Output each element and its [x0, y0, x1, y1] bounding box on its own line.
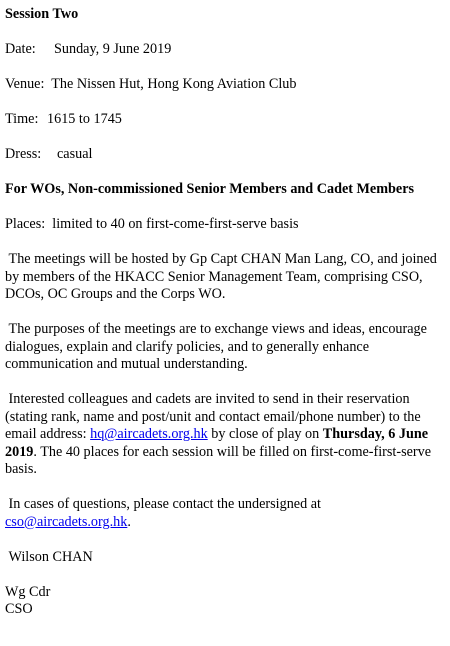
signature-name: Wilson CHAN — [8, 548, 93, 565]
date-line — [5, 41, 443, 59]
time-line — [5, 111, 443, 129]
places-line — [5, 216, 443, 234]
time-label: Time: — [5, 111, 39, 127]
places-label: Places: — [5, 216, 46, 232]
purpose-paragraph: The purposes of the meetings are to exchange views and ideas, encourage dialogues, explain and clarify policies, and to generally enhance communication and mutual understanding. — [5, 321, 427, 372]
venue-value: The Nissen Hut, Hong Kong Aviation Club — [51, 76, 297, 92]
time-value: 1615 to 1745 — [47, 111, 122, 127]
date-label: Date: — [5, 41, 36, 57]
signature-post: CSO — [5, 601, 33, 617]
session-title: Session Two — [5, 6, 79, 22]
signature-rank: Wg Cdr — [5, 583, 51, 600]
dress-line — [5, 146, 443, 164]
deadline-date: Thursday, 6 June 2019 — [5, 426, 429, 460]
venue-line — [5, 76, 443, 94]
places-value: limited to 40 on first-come-first-serve basis — [52, 216, 299, 232]
hq-email-link[interactable]: hq@aircadets.org.hk — [90, 426, 208, 442]
questions-paragraph: In cases of questions, please contact the undersigned at cso@aircadets.org.hk. — [5, 496, 321, 530]
dress-label: Dress: — [5, 146, 42, 162]
host-paragraph: The meetings will be hosted by Gp Capt CHAN Man Lang, CO, and joined by members of the HKACC Senior Management Team, comprising CSO, DCOs, OC Groups and the Corps WO. — [5, 251, 437, 302]
cso-email-link[interactable]: cso@aircadets.org.hk — [5, 513, 128, 530]
dress-value: casual — [57, 146, 93, 162]
invite-paragraph: Interested colleagues and cadets are invited to send in their reservation (stating rank, name and post/unit and contact email/phone number) to the email address: hq@aircadets.org.hk by close of play on Thursday, 6 June 2019. The 40 places for each session will be filled on first-come-first-serve basis. — [5, 391, 432, 477]
date-value: Sunday, 9 June 2019 — [54, 41, 172, 57]
audience-heading: For WOs, Non-commissioned Senior Members and Cadet Members — [5, 181, 415, 197]
venue-label: Venue: — [5, 76, 45, 92]
document-body — [5, 6, 443, 619]
